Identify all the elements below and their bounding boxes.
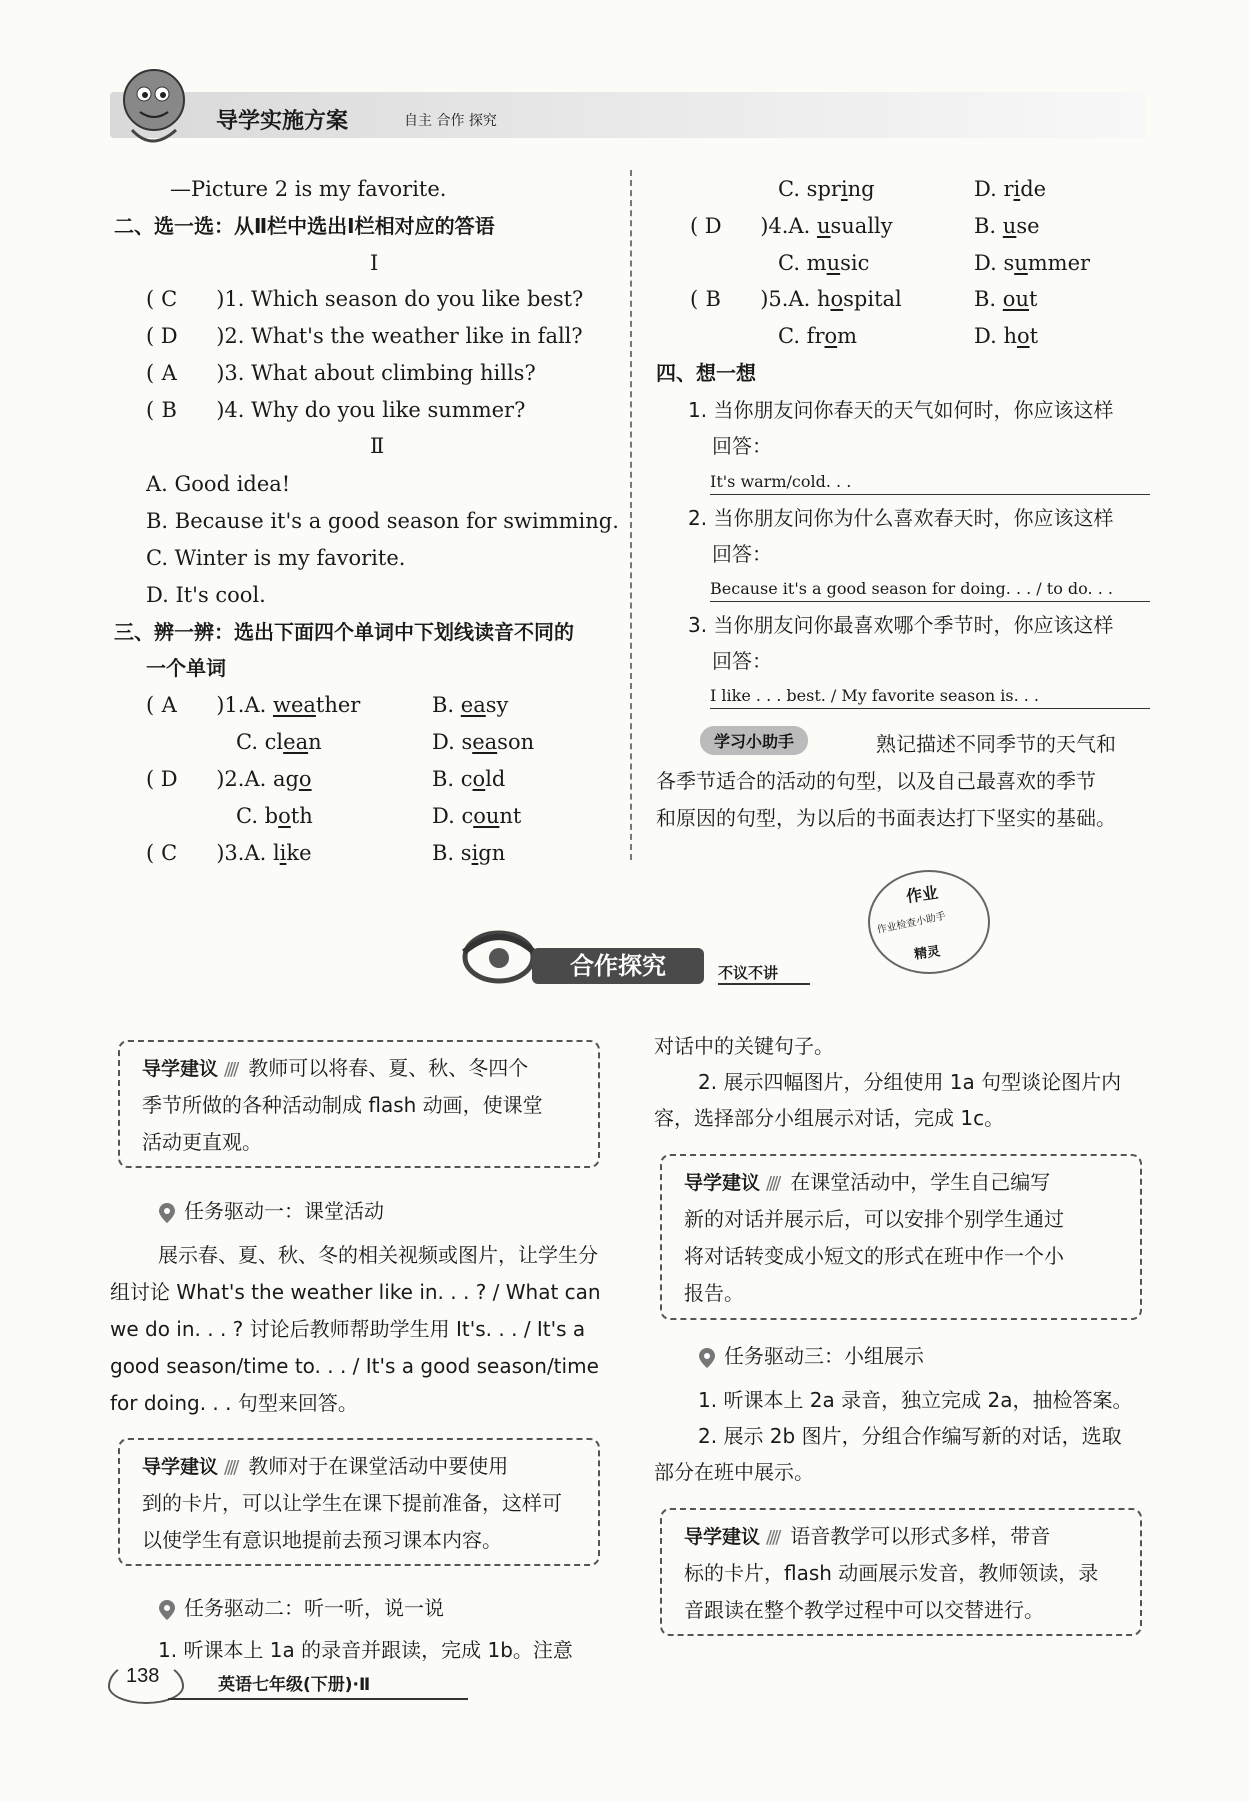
sec3-option: D. hot [974, 324, 1039, 348]
paragraph-line: 展示春、夏、秋、冬的相关视频或图片，让学生分 [158, 1243, 598, 1267]
banner-swirl-icon [454, 922, 544, 992]
col1-label: Ⅰ [370, 251, 379, 275]
stamp-top: 作业 [904, 882, 940, 907]
task-title: 任务驱动二：听一听，说一说 [158, 1590, 444, 1627]
sec3-title: 三、辨一辨：选出下面四个单词中下划线读音不同的 [114, 620, 574, 644]
helper-text: 各季节适合的活动的句型，以及自己最喜欢的季节 [656, 769, 1096, 793]
homework-stamp [868, 870, 990, 974]
sec3-option: B. cold [432, 767, 506, 791]
sec3-option: D. count [432, 804, 522, 828]
intro-line: —Picture 2 is my favorite. [170, 177, 447, 201]
tip-line: 音跟读在整个教学过程中可以交替进行。 [684, 1598, 1044, 1622]
helper-label: 学习小助手 [700, 726, 808, 755]
sec4-question: 3. 当你朋友问你最喜欢哪个季节时，你应该这样 [688, 613, 1114, 637]
sec3-option: C. clean [236, 730, 322, 754]
sec4-question-cont: 回答： [712, 649, 772, 673]
tip-line: 导学建议 //// 语音教学可以形式多样，带音 [684, 1524, 1051, 1548]
paragraph-line: good season/time to. . . / It's a good season/time [110, 1354, 599, 1378]
location-pin-icon [158, 1202, 176, 1224]
section-banner-title: 合作探究 [532, 948, 704, 984]
location-pin-icon [698, 1347, 716, 1369]
sec4-title: 四、想一想 [656, 361, 756, 385]
tip-line: 报告。 [684, 1281, 744, 1305]
sec3-title-cont: 一个单词 [146, 656, 226, 680]
sec3-option: B. sign [432, 841, 506, 865]
sec2-title: 二、选一选：从Ⅱ栏中选出Ⅰ栏相对应的答语 [114, 214, 495, 238]
sec2-item: ( B )4. Why do you like summer? [146, 398, 526, 422]
section-banner-subtitle: 不议不讲 [718, 962, 810, 985]
paragraph-line: 组讨论 What's the weather like in. . . ? / What can [110, 1280, 601, 1304]
sec2-option: C. Winter is my favorite. [146, 546, 406, 570]
paragraph-line: 2. 展示四幅图片，分组使用 1a 句型谈论图片内 [698, 1070, 1122, 1094]
sec3-option: C. both [236, 804, 313, 828]
sec4-question-cont: 回答： [712, 434, 772, 458]
sec4-answer: It's warm/cold. . . [710, 470, 1150, 495]
tip-line: 新的对话并展示后，可以安排个别学生通过 [684, 1207, 1064, 1231]
tip-line: 导学建议 //// 教师可以将春、夏、秋、冬四个 [142, 1056, 529, 1080]
stamp-bottom: 精灵 [913, 944, 942, 963]
paragraph-line: 对话中的关键句子。 [654, 1034, 834, 1058]
page-number: 138 [126, 1665, 160, 1687]
paragraph-line: 容，选择部分小组展示对话，完成 1c。 [654, 1106, 1005, 1130]
tip-line: 导学建议 //// 在课堂活动中，学生自己编写 [684, 1170, 1051, 1194]
sec3-item: ( A )1.A. weather [146, 693, 361, 717]
sec2-item: ( D )2. What's the weather like in fall? [146, 324, 583, 348]
sec3-option: D. season [432, 730, 535, 754]
sec3-option: C. music [778, 251, 870, 275]
paragraph-line: 1. 听课本上 2a 录音，独立完成 2a，抽检答案。 [698, 1388, 1133, 1412]
paragraph-line: we do in. . . ? 讨论后教师帮助学生用 It's. . . / It's a [110, 1317, 586, 1341]
tip-line: 季节所做的各种活动制成 flash 动画，使课堂 [142, 1093, 543, 1117]
sec2-item: ( C )1. Which season do you like best? [146, 287, 584, 311]
tip-line: 到的卡片，可以让学生在课下提前准备，这样可 [142, 1491, 562, 1515]
sec3-item: ( D )4.A. usually [690, 214, 893, 238]
sec2-option: B. Because it's a good season for swimming. [146, 509, 619, 533]
header-title: 导学实施方案 [216, 109, 349, 134]
sec4-answer: Because it's a good season for doing. . . / to do. . . [710, 577, 1150, 602]
sec3-option: B. easy [432, 693, 509, 717]
sec3-option: D. summer [974, 251, 1091, 275]
paragraph-line: 部分在班中展示。 [654, 1460, 814, 1484]
column-divider [630, 170, 632, 860]
sec3-item: ( D )2.A. ago [146, 767, 312, 791]
paragraph-line: for doing. . . 句型来回答。 [110, 1391, 358, 1415]
task-title: 任务驱动三：小组展示 [698, 1338, 924, 1375]
tip-line: 导学建议 //// 教师对于在课堂活动中要使用 [142, 1454, 509, 1478]
header-subtitle: 自主 合作 探究 [404, 113, 497, 129]
task-title: 任务驱动一：课堂活动 [158, 1193, 384, 1230]
sec4-answer: I like . . . best. / My favorite season is. . . [710, 684, 1150, 709]
tip-line: 活动更直观。 [142, 1130, 262, 1154]
sec3-option: D. ride [974, 177, 1047, 201]
col2-label: Ⅱ [370, 434, 385, 458]
tip-line: 将对话转变成小短文的形式在班中作一个小 [684, 1244, 1064, 1268]
helper-text: 熟记描述不同季节的天气和 [876, 732, 1116, 756]
sec3-option: C. spring [778, 177, 875, 201]
book-title: 英语七年级(下册)·Ⅱ [218, 1675, 371, 1695]
sec3-option: B. use [974, 214, 1040, 238]
sec4-question-cont: 回答： [712, 542, 772, 566]
sec3-item: ( B )5.A. hospital [690, 287, 902, 311]
location-pin-icon [158, 1599, 176, 1621]
helper-text: 和原因的句型，为以后的书面表达打下坚实的基础。 [656, 806, 1116, 830]
tip-line: 以使学生有意识地提前去预习课本内容。 [142, 1528, 502, 1552]
sec2-option: A. Good idea! [146, 472, 291, 496]
footer-rule [168, 1698, 468, 1700]
paragraph-line: 1. 听课本上 1a 的录音并跟读，完成 1b。注意 [158, 1638, 573, 1662]
sec3-item: ( C )3.A. like [146, 841, 312, 865]
sec2-item: ( A )3. What about climbing hills? [146, 361, 536, 385]
sec4-question: 2. 当你朋友问你为什么喜欢春天时，你应该这样 [688, 506, 1114, 530]
sec4-question: 1. 当你朋友问你春天的天气如何时，你应该这样 [688, 398, 1114, 422]
tip-line: 标的卡片，flash 动画展示发音，教师领读，录 [684, 1561, 1099, 1585]
sec2-option: D. It's cool. [146, 583, 266, 607]
mascot-icon [112, 60, 192, 155]
paragraph-line: 2. 展示 2b 图片，分组合作编写新的对话，选取 [698, 1424, 1122, 1448]
sec3-option: B. out [974, 287, 1038, 311]
stamp-middle: 作业检查小助手 [876, 910, 947, 937]
sec3-option: C. from [778, 324, 858, 348]
